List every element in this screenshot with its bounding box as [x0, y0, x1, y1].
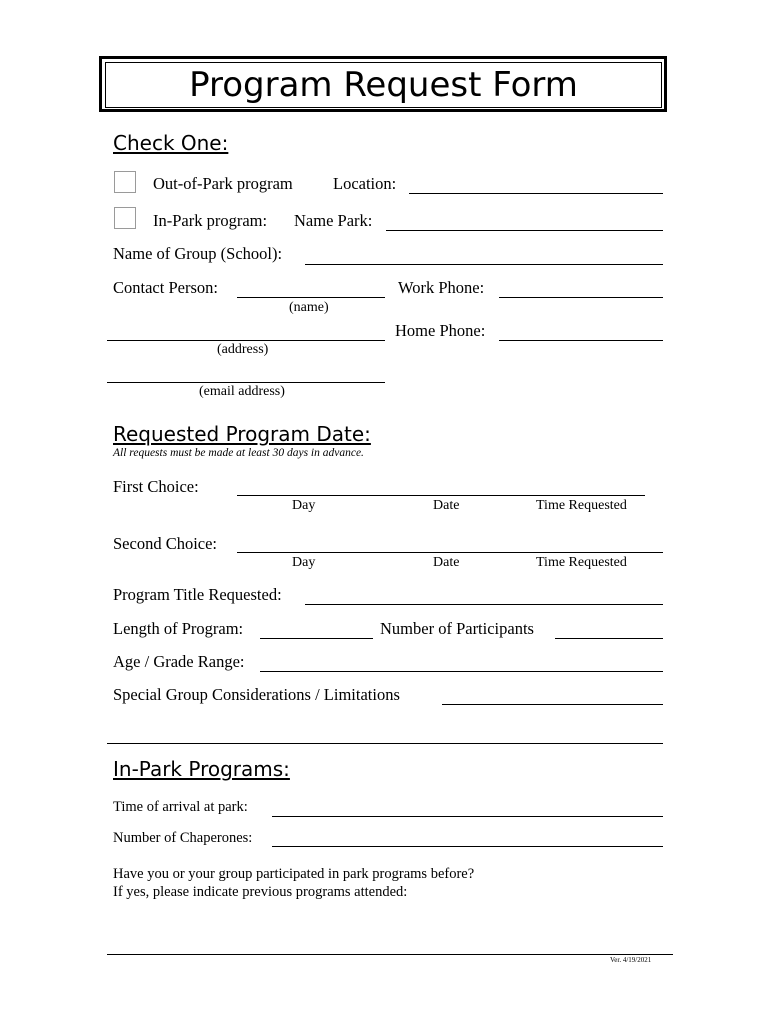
in-park-checkbox[interactable] — [114, 207, 136, 229]
participants-field[interactable] — [555, 638, 663, 639]
age-grade-field[interactable] — [260, 671, 663, 672]
special-considerations-line-2[interactable] — [107, 743, 663, 744]
first-day-caption: Day — [292, 498, 316, 513]
in-park-heading: In-Park Programs: — [113, 757, 290, 781]
name-caption: (name) — [289, 300, 329, 315]
program-length-label: Length of Program: — [113, 619, 244, 638]
participants-label: Number of Participants — [380, 619, 534, 638]
second-choice-field[interactable] — [237, 552, 663, 553]
second-day-caption: Day — [292, 555, 316, 570]
contact-person-label: Contact Person: — [113, 278, 218, 297]
version-label: Ver. 4/19/2021 — [610, 956, 652, 964]
address-field[interactable] — [107, 340, 385, 341]
first-time-caption: Time Requested — [536, 498, 627, 513]
contact-name-field[interactable] — [237, 297, 385, 298]
in-park-label: In-Park program: — [153, 211, 268, 230]
group-name-field[interactable] — [305, 264, 663, 265]
work-phone-field[interactable] — [499, 297, 663, 298]
first-choice-field[interactable] — [237, 495, 645, 496]
address-caption: (address) — [217, 342, 269, 357]
home-phone-label: Home Phone: — [395, 321, 486, 340]
name-park-label: Name Park: — [294, 211, 373, 230]
out-of-park-checkbox[interactable] — [114, 171, 136, 193]
group-name-label: Name of Group (School): — [113, 244, 283, 263]
name-park-field[interactable] — [386, 230, 663, 231]
special-considerations-label: Special Group Considerations / Limitations — [113, 685, 400, 704]
second-choice-label: Second Choice: — [113, 534, 218, 553]
check-one-heading: Check One: — [113, 131, 229, 155]
program-length-field[interactable] — [260, 638, 373, 639]
chaperones-field[interactable] — [272, 846, 663, 847]
footer-rule — [107, 954, 673, 955]
home-phone-field[interactable] — [499, 340, 663, 341]
first-choice-label: First Choice: — [113, 477, 199, 496]
age-grade-label: Age / Grade Range: — [113, 652, 245, 671]
program-title-label: Program Title Requested: — [113, 585, 282, 604]
first-date-caption: Date — [433, 498, 460, 513]
previous-participation-question: Have you or your group participated in park programs before? — [113, 866, 475, 882]
arrival-time-label: Time of arrival at park: — [113, 799, 248, 815]
arrival-time-field[interactable] — [272, 816, 663, 817]
previous-programs-prompt: If yes, please indicate previous programs attended: — [113, 884, 408, 900]
chaperones-label: Number of Chaperones: — [113, 830, 253, 846]
work-phone-label: Work Phone: — [398, 278, 485, 297]
second-time-caption: Time Requested — [536, 555, 627, 570]
email-field[interactable] — [107, 382, 385, 383]
location-label: Location: — [333, 174, 397, 193]
page-title: Program Request Form — [105, 62, 662, 108]
advance-note: All requests must be made at least 30 days in advance. — [113, 447, 364, 459]
special-considerations-field[interactable] — [442, 704, 663, 705]
email-caption: (email address) — [199, 384, 285, 399]
second-date-caption: Date — [433, 555, 460, 570]
out-of-park-label: Out-of-Park program — [153, 174, 293, 193]
requested-date-heading: Requested Program Date: — [113, 422, 371, 446]
program-title-field[interactable] — [305, 604, 663, 605]
location-field[interactable] — [409, 193, 663, 194]
